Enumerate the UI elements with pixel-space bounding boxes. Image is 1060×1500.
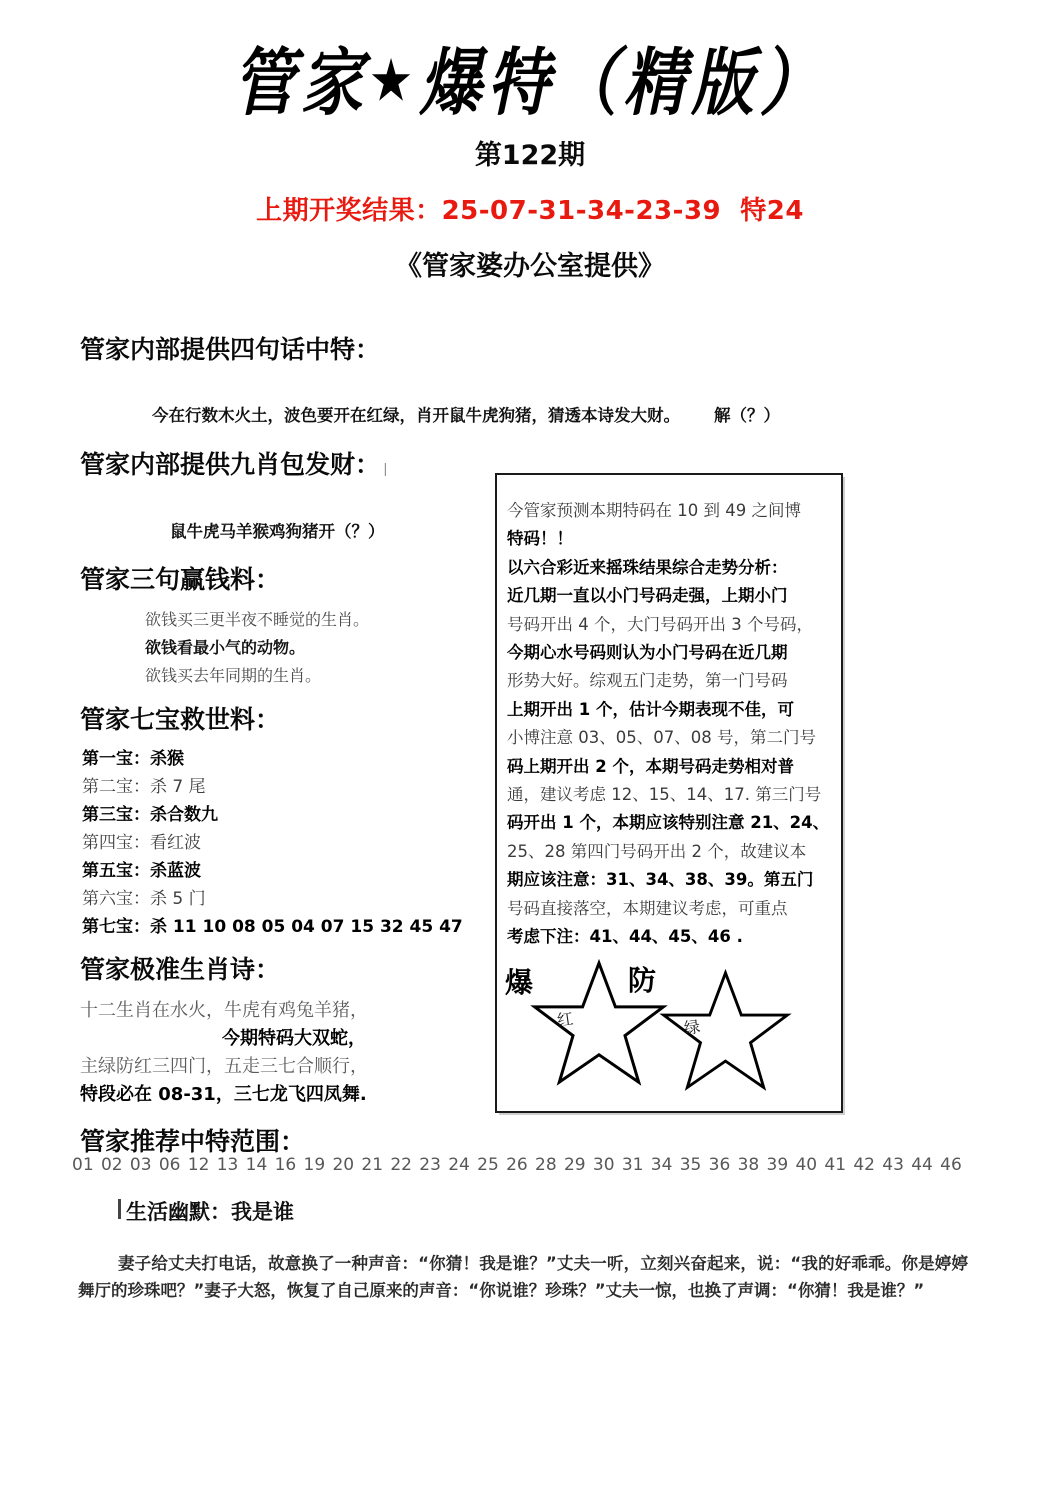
treasure-row	[82, 744, 184, 769]
range-number: 31	[621, 1155, 644, 1175]
treasure-value: 杀猴	[150, 749, 184, 769]
page-title	[0, 24, 1060, 129]
analysis-text	[507, 497, 837, 952]
analysis-line: 码上期开出 2 个，本期号码走势相对普	[507, 756, 794, 776]
range-number: 36	[708, 1155, 731, 1175]
star-inside-label: 绿	[682, 1016, 702, 1039]
zodiac-poem-line-1: 十二生肖在水火，牛虎有鸡兔羊猪，	[80, 1000, 368, 1021]
treasure-label: 第一宝：	[82, 749, 150, 769]
range-number: 39	[766, 1155, 789, 1175]
zodiac-poem-line-2: 今期特码大双蛇，	[222, 1028, 366, 1049]
star-outside-label: 爆	[505, 966, 534, 999]
range-number: 41	[824, 1155, 847, 1175]
treasure-row	[82, 912, 463, 937]
humor-title: 生活幽默：我是谁	[126, 1196, 294, 1226]
range-number: 30	[592, 1155, 615, 1175]
issue-number: 第122期	[474, 140, 586, 171]
page-title-rest: 爆特（精版）	[419, 39, 828, 126]
range-number: 24	[448, 1155, 470, 1175]
range-number: 02	[100, 1155, 123, 1175]
treasure-value: 杀合数九	[150, 805, 218, 825]
last-draw-result	[0, 190, 1060, 227]
analysis-line: 特码！！	[507, 529, 573, 549]
nine-zodiac-value: 鼠牛虎马羊猴鸡狗猪开（？）	[170, 522, 385, 541]
treasure-value: 杀 7 尾	[150, 777, 206, 797]
stars-zone	[501, 947, 841, 1097]
analysis-line: 今管家预测本期特码在 10 到 49 之间博	[507, 501, 801, 520]
treasure-row	[82, 856, 201, 881]
range-number: 38	[737, 1155, 760, 1175]
analysis-line: 号码开出 4 个，大门号码开出 3 个号码，	[507, 614, 813, 634]
heading-seven-treasures: 管家七宝救世料：	[80, 707, 281, 734]
four-sentences-answer: 解（？）	[714, 406, 780, 425]
range-number: 21	[361, 1155, 384, 1175]
range-number: 34	[650, 1155, 673, 1175]
heading-recommend-range: 管家推荐中特范围：	[80, 1129, 306, 1156]
range-number: 13	[216, 1155, 239, 1175]
analysis-line: 码开出 1 个，本期应该特别注意 21、24、	[507, 813, 830, 833]
range-number: 03	[129, 1155, 152, 1175]
treasure-label: 第五宝：	[82, 861, 150, 881]
range-number: 29	[563, 1155, 586, 1175]
range-number: 14	[245, 1155, 268, 1175]
range-number: 01	[72, 1155, 94, 1175]
heading-three-sentences: 管家三句赢钱料：	[80, 567, 281, 594]
analysis-line: 通，建议考虑 12、15、14、17. 第三门号	[507, 785, 822, 805]
last-draw-label: 上期开奖结果：	[256, 196, 442, 226]
analysis-line: 上期开出 1 个，估计今期表现不佳，可	[507, 699, 794, 719]
range-number: 23	[419, 1155, 441, 1175]
range-number: 26	[506, 1155, 528, 1175]
heading-zodiac-poem: 管家极准生肖诗：	[80, 957, 281, 984]
range-number: 12	[187, 1155, 210, 1175]
star-outline-icon	[638, 969, 813, 1094]
analysis-line: 今期心水号码则认为小门号码在近几期	[507, 643, 788, 663]
last-draw-special: 特24	[740, 196, 804, 226]
range-number: 44	[911, 1155, 933, 1175]
treasure-value: 看红波	[150, 833, 201, 853]
range-number: 28	[535, 1155, 557, 1175]
treasure-label: 第七宝：	[82, 917, 150, 937]
analysis-box	[495, 473, 843, 1113]
zodiac-poem-line-3: 主绿防红三四门，五走三七合顺行，	[80, 1056, 368, 1077]
star-icon: ★	[368, 46, 420, 115]
zodiac-poem-line-4: 特段必在 08-31，三七龙飞四凤舞.	[80, 1084, 367, 1105]
treasure-label: 第六宝：	[82, 889, 150, 909]
range-number: 46	[940, 1155, 962, 1175]
range-number: 22	[390, 1155, 412, 1175]
humor-body: 妻子给丈夫打电话，故意换了一种声音：“你猜！我是谁？”丈夫一听，立刻兴奋起来，说：“我的好乖乖。你是婷婷舞厅的珍珠吧？”妻子大怒，恢复了自己原来的声音：“你说谁？珍珠？”丈夫一惊，也换了声调：“你猜！我是谁？”	[78, 1254, 968, 1300]
treasure-label: 第四宝：	[82, 833, 150, 853]
range-number: 19	[303, 1155, 326, 1175]
analysis-line: 号码直接落空，本期建议考虑，可重点	[507, 898, 788, 918]
analysis-line: 小博注意 03、05、07、08 号，第二门号	[507, 728, 816, 748]
treasure-row	[82, 772, 206, 797]
heading-four-sentences: 管家内部提供四句话中特：	[80, 337, 381, 364]
heading-nine-zodiac: 管家内部提供九肖包发财： |	[80, 452, 387, 479]
analysis-line: 期应该注意：31、34、38、39。第五门	[507, 870, 814, 890]
four-sentences-poem-text: 今在行数木火土，波色要开在红绿，肖开鼠牛虎狗猪，猜透本诗发大财。	[152, 406, 680, 425]
analysis-line: 考虑下注：41、44、45、46 .	[507, 927, 743, 947]
treasure-row	[82, 800, 218, 825]
range-number: 06	[158, 1155, 181, 1175]
treasure-value: 杀蓝波	[150, 861, 201, 881]
provider-credit: 《管家婆办公室提供》	[395, 251, 665, 281]
range-number: 35	[679, 1155, 702, 1175]
recommend-range-numbers	[72, 1155, 962, 1175]
page-title-main: 管家	[232, 39, 369, 126]
star-outside-label: 防	[628, 964, 657, 997]
treasure-value: 杀 11 10 08 05 04 07 15 32 45 47	[150, 917, 463, 937]
star-inside-label: 红	[555, 1008, 575, 1031]
three-sentences-line-1: 欲钱买三更半夜不睡觉的生肖。	[145, 610, 370, 629]
treasure-label: 第三宝：	[82, 805, 150, 825]
last-draw-numbers: 25-07-31-34-23-39	[441, 196, 722, 226]
range-number: 40	[795, 1155, 818, 1175]
analysis-line: 近几期一直以小门号码走强，上期小门	[507, 586, 788, 606]
range-number: 25	[477, 1155, 499, 1175]
heading-nine-zodiac-text: 管家内部提供九肖包发财：	[80, 452, 381, 479]
treasure-row	[82, 884, 206, 909]
analysis-line: 形势大好。综观五门走势，第一门号码	[507, 671, 788, 691]
range-number: 20	[332, 1155, 355, 1175]
three-sentences-line-2: 欲钱看最小气的动物。	[145, 638, 306, 657]
star-group-fang	[628, 964, 813, 1099]
four-sentences-poem	[152, 402, 780, 426]
range-number: 43	[882, 1155, 904, 1175]
treasure-row	[82, 828, 201, 853]
analysis-line: 以六合彩近来摇珠结果综合走势分析：	[507, 557, 788, 577]
range-number: 16	[274, 1155, 297, 1175]
analysis-line: 25、28 第四门号码开出 2 个，故建议本	[507, 841, 807, 861]
three-sentences-line-3: 欲钱买去年同期的生肖。	[145, 666, 322, 685]
range-number: 42	[853, 1155, 875, 1175]
treasure-value: 杀 5 门	[150, 889, 206, 909]
treasure-label: 第二宝：	[82, 777, 150, 797]
